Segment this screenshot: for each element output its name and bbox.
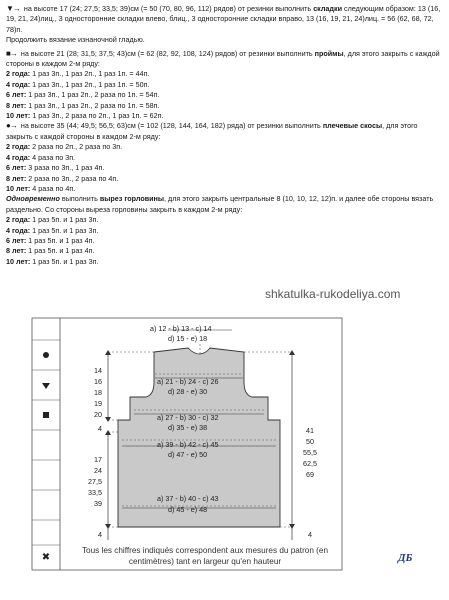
- neck-row: 10 лет: 1 раз 5п. и 1 раз 3п.: [6, 256, 99, 266]
- right-height-label: 41: [306, 426, 314, 435]
- armhole-row: 2 года: 1 раз 3п., 1 раз 2п., 1 раз 1п. = 44п.: [6, 69, 150, 79]
- shoulder-bold: плечевые скосы: [322, 121, 383, 131]
- shoulder-row: 4 года: 4 раза по 3п.: [6, 152, 76, 162]
- left-hem-height: 4: [98, 530, 102, 539]
- left-height-label: 17: [94, 455, 102, 464]
- shoulder-row: 10 лет: 4 раза по 4п.: [6, 183, 76, 193]
- arrow-square-icon: ■→: [6, 48, 17, 58]
- continue-line: Продолжить вязание изнаночной гладью.: [6, 35, 145, 45]
- shoulder-row: 6 лет: 3 раза по 3п., 1 раз 4п.: [6, 163, 105, 173]
- right-hem-height: 4: [308, 530, 312, 539]
- left-height-label: 27,5: [88, 477, 102, 486]
- left-height-label: 39: [94, 499, 102, 508]
- right-height-label: 50: [306, 437, 314, 446]
- pleats-bold: складки: [313, 4, 343, 13]
- armhole-intro: на высоте 21 (28; 31,5; 37,5; 43)см (= 62 (82, 92, 108, 124) рядов) от резинки выполнить: [20, 48, 313, 58]
- arrow-triangle-icon: ▼→: [6, 4, 20, 13]
- neck-row: 6 лет: 1 раз 5п. и 1 раз 4п.: [6, 235, 95, 245]
- cross-marker-icon: ✖: [41, 552, 51, 563]
- armhole-row: 8 лет: 1 раз 3п., 1 раз 2п., 2 раза по 1п. = 58п.: [6, 100, 160, 110]
- width-label-hem-a: a) 37 - b) 40 - c) 43: [157, 494, 219, 503]
- diagram-caption: Tous les chiffres indiqués correspondent aux mesures du patron (en centimètres) tant en largeur qu'en hauteur: [81, 546, 329, 566]
- neck-row: 8 лет: 1 раз 5п. и 1 раз 4п.: [6, 246, 95, 256]
- square-marker-icon: [43, 412, 49, 418]
- left-height-mid: 4: [98, 424, 102, 433]
- circle-marker-icon: [43, 352, 49, 358]
- left-height-label: 19: [94, 399, 102, 408]
- shoulder-row: 2 года: 2 раза по 2п., 2 раза по 3п.: [6, 142, 123, 152]
- width-label-body-a: a) 39 - b) 42 - c) 45: [157, 440, 219, 449]
- neck-row: 2 года: 1 раз 5п. и 1 раз 3п.: [6, 215, 99, 225]
- shoulder-intro: на высоте 35 (44; 49,5; 56,5; 63)см (= 102 (128, 144, 164, 182) ряда) от резинки выполнить: [20, 121, 321, 131]
- left-height-label: 14: [94, 366, 102, 375]
- simultaneously-label: Одновременно: [6, 194, 60, 204]
- pleats-rest: следующим образом: 13 (16, 19, 21, 24)лиц., 3 односторонние складки влево, блиц., 3 односторонние складки вправо, 13 (16, 19, 21, 24)лиц. = 56 (62, 68, 72, 78)п.: [6, 4, 441, 34]
- armhole-row: 6 лет: 1 раз 3п., 1 раз 2п., 2 раза по 1п. = 54п.: [6, 90, 160, 100]
- armhole-bold: проймы: [314, 48, 344, 58]
- armhole-row: 4 года: 1 раз 3п., 1 раз 2п., 1 раз 1п. = 50п.: [6, 79, 150, 89]
- neckline-bold: вырез горловины: [99, 194, 165, 204]
- width-label-neck: d) 15 - e) 18: [168, 334, 208, 343]
- width-label-body-d: d) 47 - e) 50: [168, 450, 208, 459]
- db-logo: ДБ: [398, 552, 413, 564]
- arrow-circle-icon: ●→: [6, 121, 17, 131]
- symbol-column: [32, 340, 60, 545]
- shoulder-row: 8 лет: 2 раза по 3п., 2 раза по 4п.: [6, 173, 119, 183]
- shoulder-rest: , для этого закрыть с каждой стороны в каждом 2-м ряду:: [6, 121, 418, 141]
- width-label-armhole-d: d) 35 - e) 38: [168, 423, 208, 432]
- width-label-hem-d: d) 45 - e) 48: [168, 505, 208, 514]
- left-height-label: 33,5: [88, 488, 102, 497]
- neck-row: 4 года: 1 раз 5п. и 1 раз 3п.: [6, 225, 99, 235]
- width-label-chest-a: a) 21 - b) 24 - c) 26: [157, 377, 219, 386]
- left-height-label: 24: [94, 466, 102, 475]
- width-label-top: a) 12 - b) 13 - c) 14: [150, 324, 212, 333]
- paragraph-neckline: Одновременно выполнить вырез горловины, для этого закрыть центральные 8 (10, 10, 12, 12)п. и далее обе стороны вязать раздельно. Со стороны выреза горловины закрыть в каждом 2-м ряду:: [6, 194, 434, 214]
- left-height-label: 20: [94, 410, 102, 419]
- width-label-chest-d: d) 28 - e) 30: [168, 387, 208, 396]
- right-height-label: 55,5: [303, 448, 317, 457]
- armhole-row: 10 лет: 1 раз 3п., 2 раза по 2п., 1 раз 1п. = 62п.: [6, 111, 164, 121]
- right-height-label: 69: [306, 470, 314, 479]
- neckline-rest: , для этого закрыть центральные 8 (10, 10, 12, 12)п. и далее обе стороны вязать раздельно. Со стороны выреза горловины закрыть в каждом 2-м ряду:: [6, 194, 434, 214]
- right-height-label: 62,5: [303, 459, 317, 468]
- watermark: shkatulka-rukodeliya.com: [265, 287, 401, 301]
- width-label-armhole-a: a) 27 - b) 30 - c) 32: [157, 413, 219, 422]
- left-height-label: 18: [94, 388, 102, 397]
- triangle-marker-icon: [42, 383, 50, 389]
- pleats-intro: на высоте 17 (24; 27,5; 33,5; 39)см (= 50 (70, 80, 96, 112) рядов) от резинки выполнить: [23, 4, 312, 13]
- left-height-label: 16: [94, 377, 102, 386]
- armhole-rest: , для этого закрыть с каждой стороны в каждом 2-м ряду:: [6, 48, 440, 69]
